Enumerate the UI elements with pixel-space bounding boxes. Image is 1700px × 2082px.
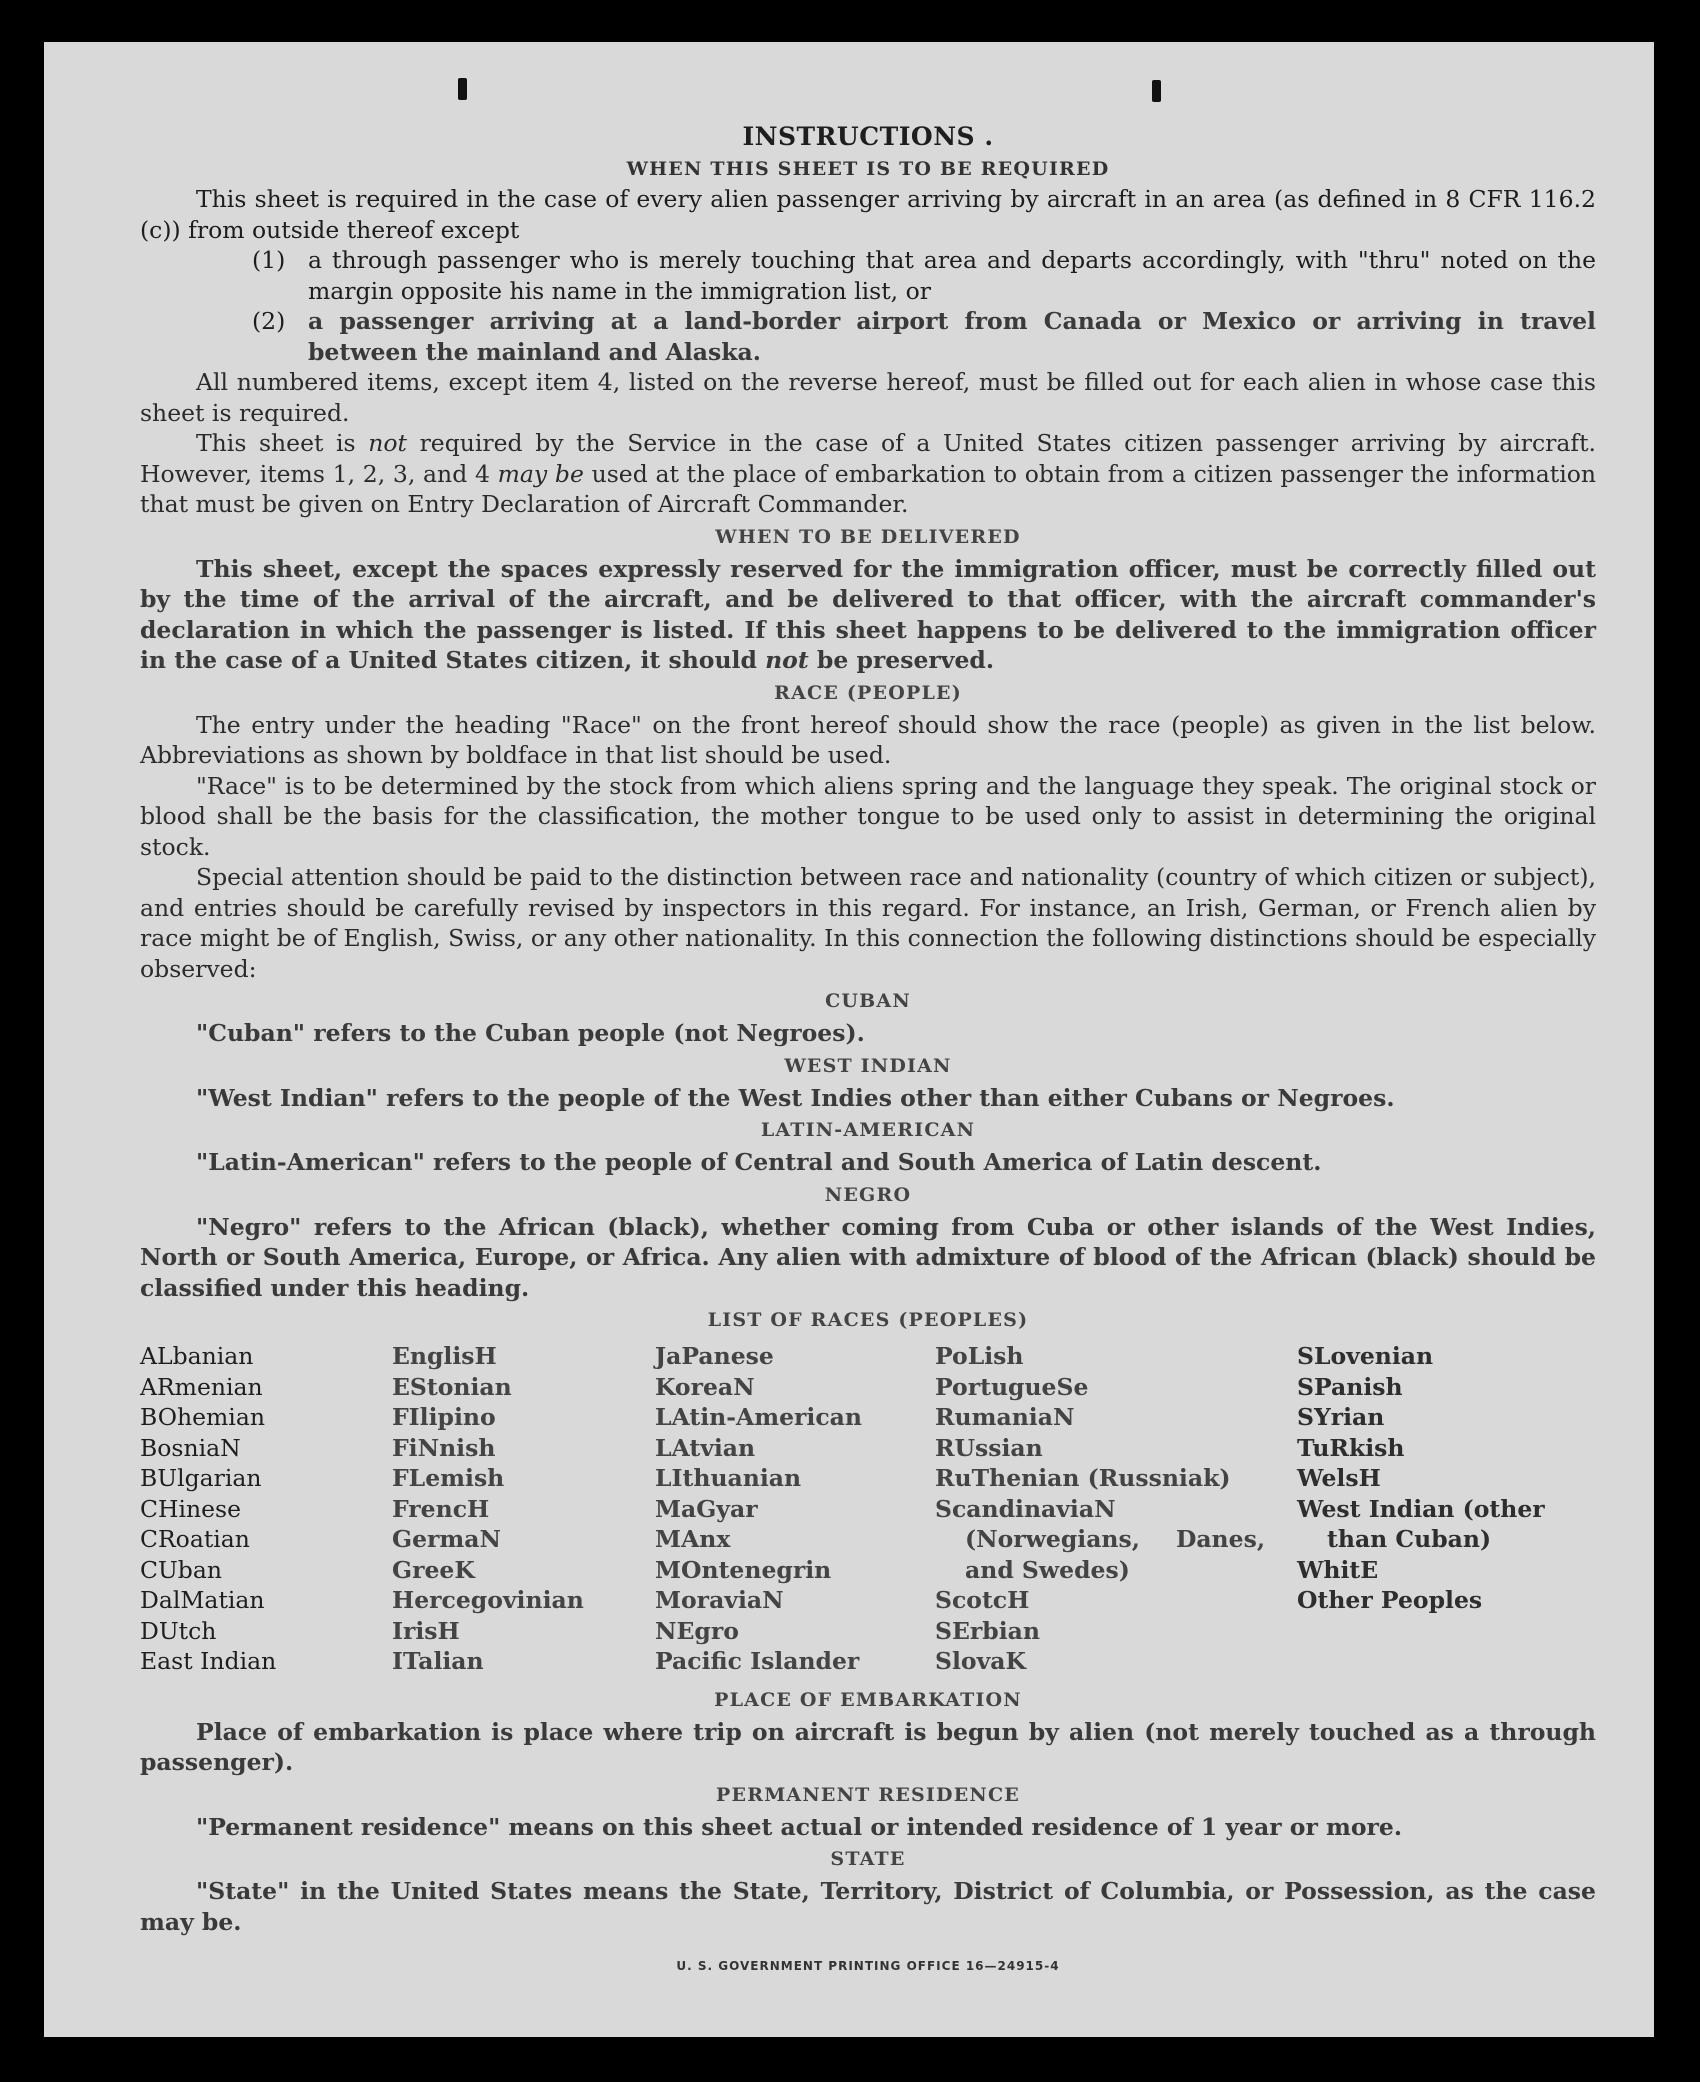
race-item: SLovenian	[1297, 1342, 1434, 1370]
race-item: IrisH	[392, 1616, 460, 1645]
race-item: BosniaN	[140, 1433, 241, 1462]
heading-list-of-races: LIST OF RACES (PEOPLES)	[707, 1309, 1029, 1331]
race-column-2	[392, 1341, 655, 1677]
race-item: SPanish	[1297, 1372, 1403, 1401]
exception-item-2: (2) a passenger arriving at a land-border airport from Canada or Mexico or arriving in travel between the mainland and Alaska.	[252, 307, 1596, 366]
race-item: West Indian (other than Cuban)	[1297, 1494, 1545, 1553]
race-item: SErbian	[935, 1616, 1040, 1645]
race-item: GermaN	[392, 1525, 501, 1553]
race-item: MaGyar	[655, 1494, 758, 1523]
race-item: FiNnish	[392, 1433, 496, 1462]
race-item: EnglisH	[392, 1342, 497, 1370]
race-item: MoraviaN	[655, 1586, 784, 1614]
race-item: CUban	[140, 1555, 222, 1584]
race-item: Pacific Islander	[655, 1647, 860, 1675]
race-item: TuRkish	[1297, 1433, 1405, 1462]
race-item: MAnx	[655, 1525, 731, 1553]
definition-state: "State" in the United States means the State, Territory, District of Columbia, or Possession, as the case may be.	[140, 1877, 1596, 1936]
paragraph-delivered: This sheet, except the spaces expressly reserved for the immigration officer, must be correctly filled out by the time of the arrival of the aircraft, and be delivered to that officer, with the aircraft commander's declaration in which the passenger is listed. If this sheet happens to be delivered to the immigration officer in the case of a United States citizen, it should not be preserved.	[140, 554, 1596, 674]
definition-west-indian: "West Indian" refers to the people of the West Indies other than either Cubans or Negroes.	[196, 1083, 1395, 1112]
race-item: NEgro	[655, 1616, 739, 1645]
paragraph-citizen: This sheet is not required by the Service in the case of a United States citizen passenger arriving by aircraft. However, items 1, 2, 3, and 4 may be used at the place of embarkation to obtain from a citizen passenger the information that must be given on Entry Declaration of Aircraft Commander.	[140, 429, 1596, 518]
race-column-5	[1297, 1341, 1587, 1677]
race-item: SlovaK	[935, 1647, 1026, 1675]
race-item: DalMatian	[140, 1586, 265, 1614]
definition-latin-american: "Latin-American" refers to the people of Central and South America of Latin descent.	[196, 1148, 1322, 1176]
punch-mark-left	[458, 78, 467, 100]
heading-when-delivered: WHEN TO BE DELIVERED	[715, 525, 1021, 548]
race-item: RumaniaN	[935, 1403, 1075, 1431]
definition-permanent-residence: "Permanent residence" means on this sheet actual or intended residence of 1 year or more.	[196, 1812, 1403, 1841]
paragraph-race-entry: The entry under the heading "Race" on the front hereof should show the race (people) as given in the list below. Abbreviations as shown by boldface in that list should be used.	[140, 710, 1596, 769]
heading-permanent-residence: PERMANENT RESIDENCE	[716, 1783, 1020, 1806]
printing-office-footer: U. S. GOVERNMENT PRINTING OFFICE 16—24915-4	[676, 1959, 1060, 1973]
heading-state: STATE	[830, 1848, 906, 1870]
race-item: PortugueSe	[935, 1372, 1089, 1401]
paragraph-race-distinction: Special attention should be paid to the distinction between race and nationality (country of which citizen or subject), and entries should be carefully revised by inspectors in this regard. For instance, an Irish, German, or French alien by race might be of English, Swiss, or any other nationality. In this connection the following distinctions should be especially observed:	[140, 863, 1596, 983]
race-item: Hercegovinian	[392, 1586, 584, 1614]
race-item: MOntenegrin	[655, 1555, 832, 1584]
race-item: LAtin-American	[655, 1403, 862, 1431]
exception-item-1: (1) a through passenger who is merely touching that area and departs accordingly, with "thru" noted on the margin opposite his name in the immigration list, or	[252, 246, 1596, 305]
race-item: BUlgarian	[140, 1464, 262, 1492]
race-item: ScandinaviaN (Norwegians, Danes, and Swedes)	[935, 1494, 1265, 1584]
heading-race: RACE (PEOPLE)	[774, 681, 962, 704]
race-item: ScotcH	[935, 1586, 1030, 1614]
race-item: Other Peoples	[1297, 1586, 1483, 1614]
race-item: LIthuanian	[655, 1464, 802, 1492]
race-item: FIlipino	[392, 1403, 496, 1431]
race-item: JaPanese	[655, 1342, 774, 1370]
race-item: GreeK	[392, 1555, 475, 1584]
race-item: BOhemian	[140, 1403, 265, 1431]
race-item: WelsH	[1297, 1464, 1381, 1492]
race-item: ALbanian	[140, 1342, 254, 1370]
race-item: ARmenian	[140, 1372, 263, 1401]
heading-latin-american: LATIN-AMERICAN	[760, 1119, 976, 1141]
race-item: ITalian	[392, 1647, 484, 1675]
race-item: RuThenian (Russniak)	[935, 1464, 1231, 1492]
race-column-4	[935, 1341, 1297, 1677]
definition-cuban: "Cuban" refers to the Cuban people (not Negroes).	[196, 1019, 865, 1047]
race-item: CHinese	[140, 1494, 241, 1523]
definition-place-of-embarkation: Place of embarkation is place where trip on aircraft is begun by alien (not merely touched as a through passenger).	[140, 1717, 1596, 1776]
paragraph-numbered-items: All numbered items, except item 4, listed on the reverse hereof, must be filled out for each alien in whose case this sheet is required.	[140, 368, 1596, 427]
race-item: East Indian	[140, 1647, 277, 1675]
instructions-content	[140, 120, 1596, 1982]
race-column-3	[655, 1341, 935, 1677]
heading-cuban: CUBAN	[825, 990, 911, 1012]
race-item: LAtvian	[655, 1433, 756, 1462]
race-item: FLemish	[392, 1464, 505, 1492]
definition-negro: "Negro" refers to the African (black), whether coming from Cuba or other islands of the West Indies, North or South America, Europe, or Africa. Any alien with admixture of blood of the African (black) should be classified under this heading.	[140, 1212, 1596, 1302]
heading-negro: NEGRO	[824, 1183, 912, 1206]
race-column-1	[140, 1341, 392, 1677]
race-list	[140, 1341, 1596, 1677]
race-item: DUtch	[140, 1616, 217, 1645]
race-item: EStonian	[392, 1372, 512, 1401]
race-item: PoLish	[935, 1342, 1024, 1370]
race-item: CRoatian	[140, 1525, 250, 1553]
page-title: INSTRUCTIONS .	[742, 122, 994, 151]
race-item: SYrian	[1297, 1403, 1385, 1431]
document-page	[44, 42, 1654, 2037]
race-item: KoreaN	[655, 1372, 755, 1401]
paragraph-race-stock: "Race" is to be determined by the stock from which aliens spring and the language they speak. The original stock or blood shall be the basis for the classification, the mother tongue to be used only to assist in determining the original stock.	[140, 771, 1596, 861]
race-item: RUssian	[935, 1433, 1043, 1462]
punch-mark-right	[1152, 80, 1161, 102]
race-item: WhitE	[1297, 1555, 1379, 1584]
heading-when-required: WHEN THIS SHEET IS TO BE REQUIRED	[626, 158, 1110, 180]
heading-west-indian: WEST INDIAN	[784, 1054, 952, 1077]
race-item: FrencH	[392, 1494, 490, 1523]
paragraph-required: This sheet is required in the case of every alien passenger arriving by aircraft in an area (as defined in 8 CFR 116.2 (c)) from outside thereof except	[140, 185, 1596, 244]
heading-place-of-embarkation: PLACE OF EMBARKATION	[714, 1688, 1022, 1711]
